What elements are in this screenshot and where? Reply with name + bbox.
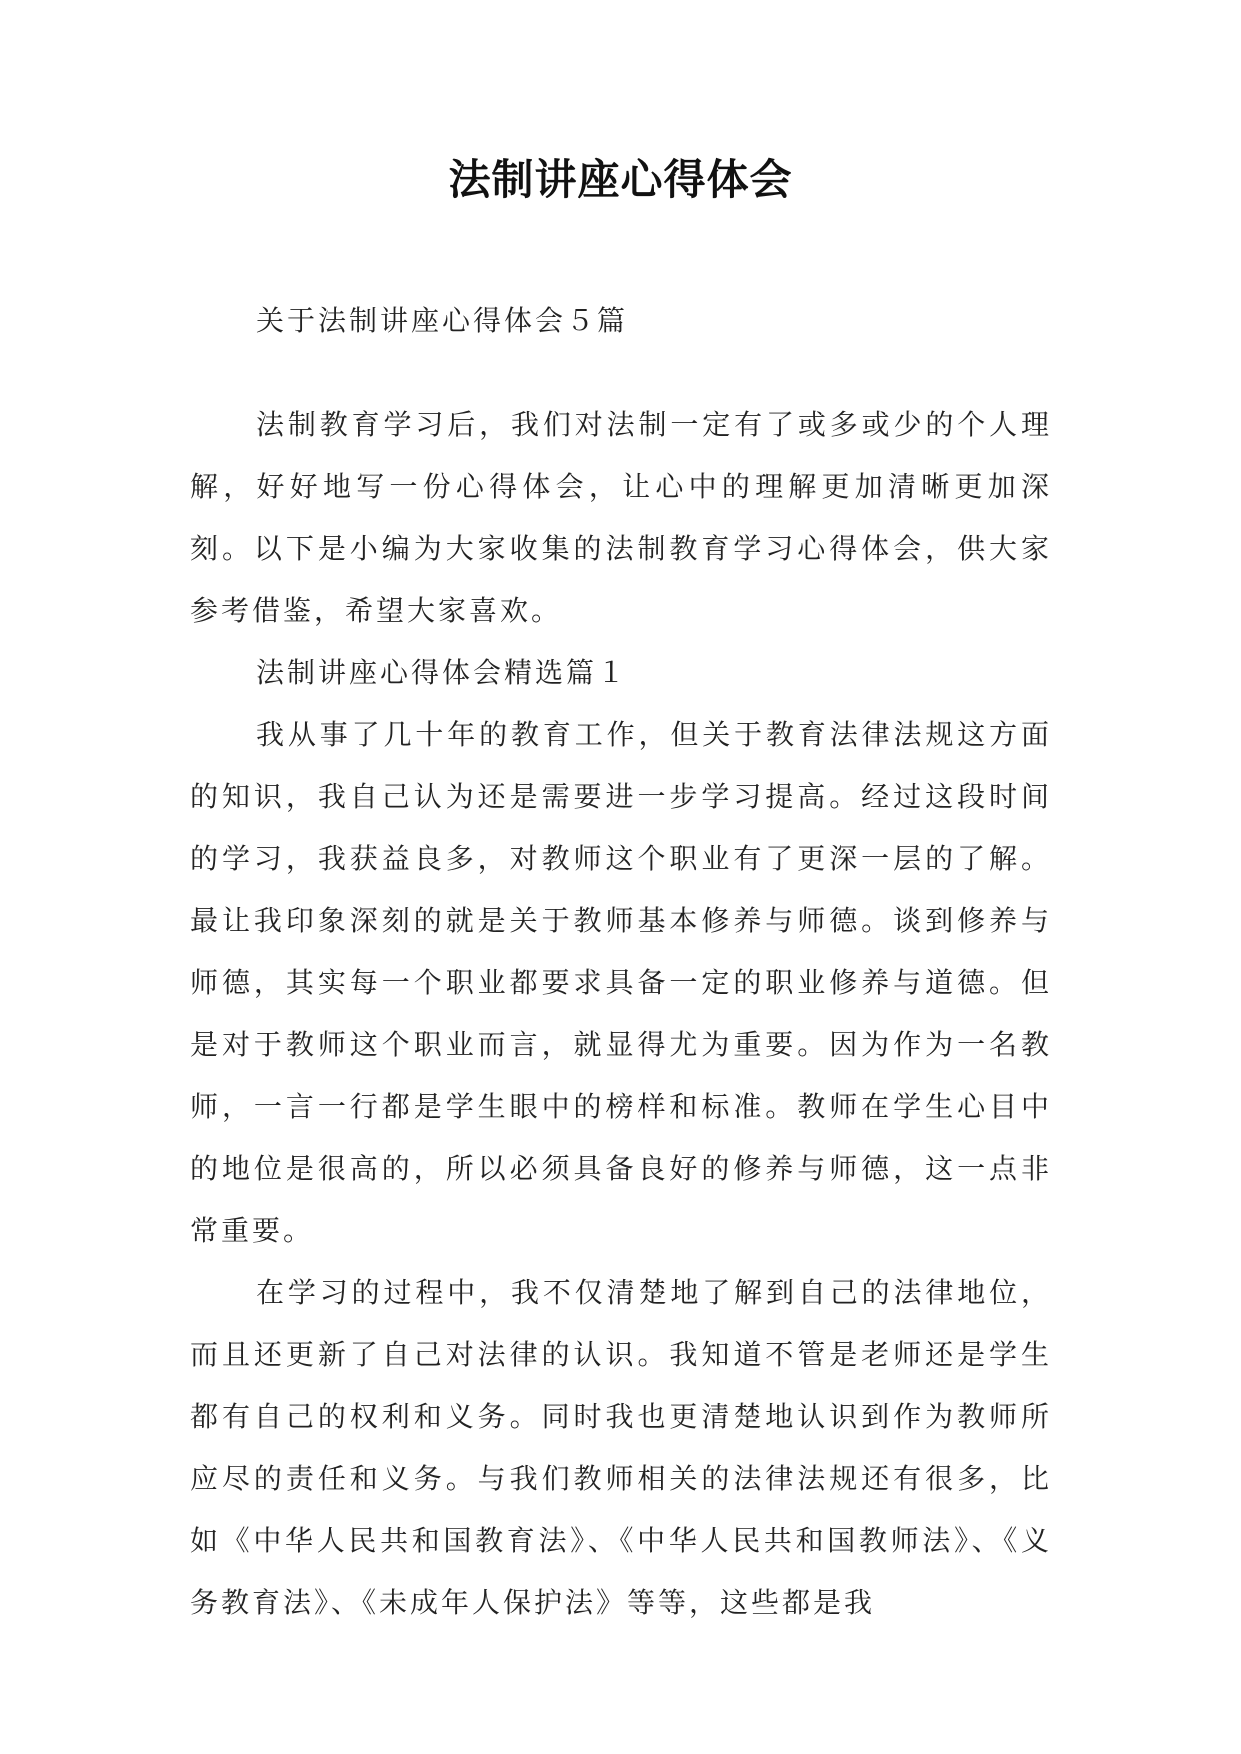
paragraph-2: 我从事了几十年的教育工作，但关于教育法律法规这方面的知识，我自己认为还是需要进一步学习提高。经过这段时间的学习，我获益良多，对教师这个职业有了更深一层的了解。最让我印象深刻的就是关于教师基本修养与师德。谈到修养与师德，其实每一个职业都要求具备一定的职业修养与道德。但是对于教师这个职业而言，就显得尤为重要。因为作为一名教师，一言一行都是学生眼中的榜样和标准。教师在学生心目中的地位是很高的，所以必须具备良好的修养与师德，这一点非常重要。: [190, 718, 1052, 1247]
document-title: 法制讲座心得体会: [448, 155, 793, 204]
paragraph-3: 在学习的过程中，我不仅清楚地了解到自己的法律地位，而且还更新了自己对法律的认识。我知道不管是老师还是学生都有自己的权利和义务。同时我也更清楚地认识到作为教师所应尽的责任和义务。与我们教师相关的法律法规还有很多，比如《中华人民共和国教育法》、《中华人民共和国教师法》、《义务教育法》、《未成年人保护法》等等，这些都是我: [190, 1276, 1052, 1619]
document-subtitle: 关于法制讲座心得体会５篇: [256, 304, 629, 337]
document-body: [190, 290, 1052, 1634]
section-heading-1: 法制讲座心得体会精选篇１: [256, 656, 629, 689]
paragraph-intro: 法制教育学习后，我们对法制一定有了或多或少的个人理解，好好地写一份心得体会，让心中的理解更加清晰更加深刻。以下是小编为大家收集的法制教育学习心得体会，供大家参考借鉴，希望大家喜欢。: [190, 408, 1052, 627]
